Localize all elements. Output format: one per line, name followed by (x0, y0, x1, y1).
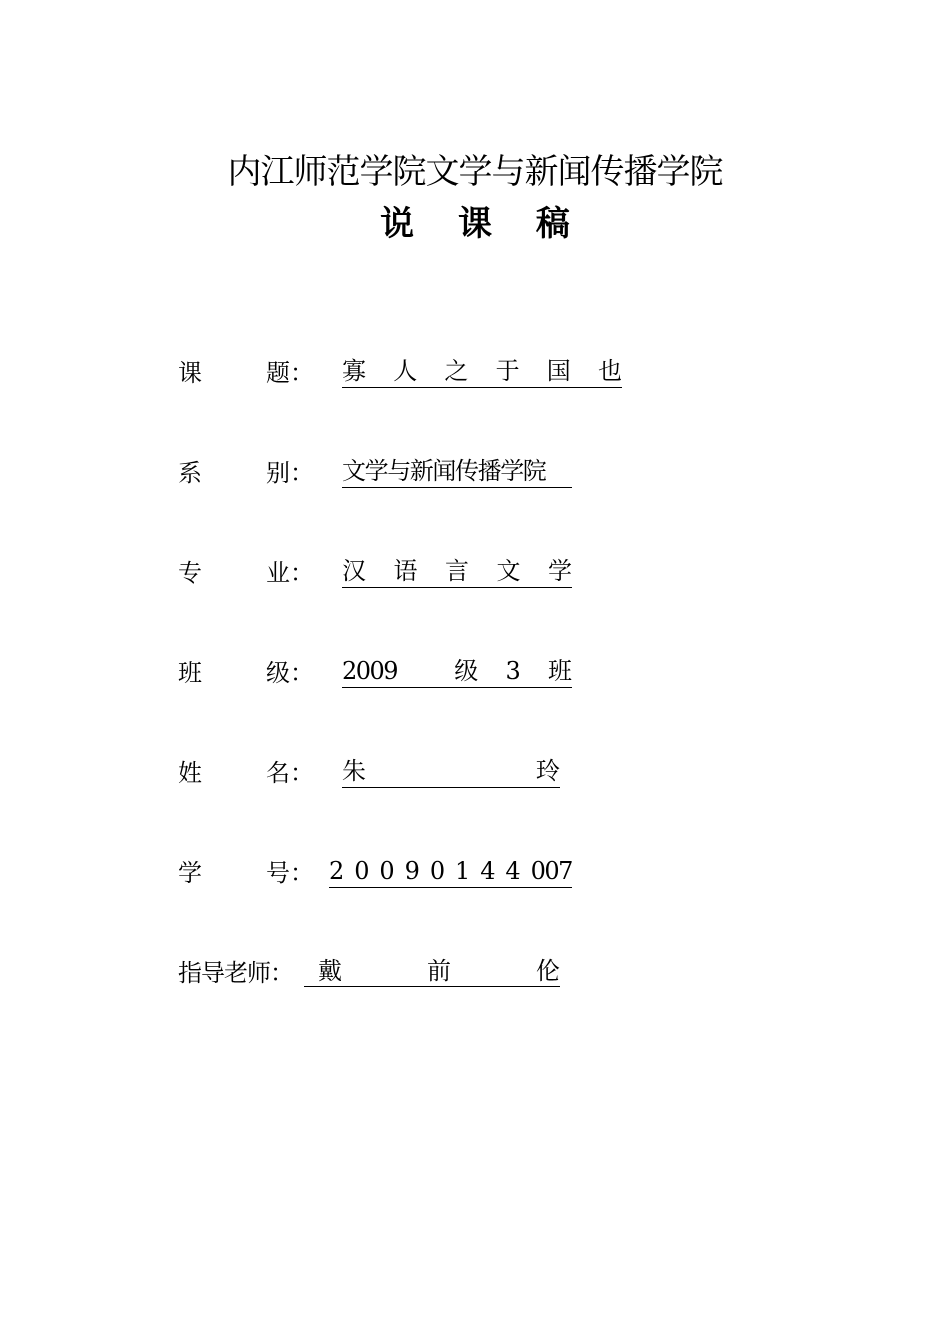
major-char: 文 (496, 557, 521, 585)
name-char: 玲 (536, 757, 560, 785)
major-row (178, 556, 598, 590)
student-id-digit: 4 (505, 857, 521, 885)
major-char: 语 (393, 557, 418, 585)
topic-char: 寡 (342, 357, 366, 385)
advisor-char: 伦 (536, 957, 560, 985)
student-id-digit: 0 (379, 857, 395, 885)
major-value (342, 556, 572, 588)
topic-char: 人 (393, 357, 418, 385)
advisor-char: 前 (427, 957, 451, 985)
class-char: 级 (454, 657, 479, 685)
student-id-digit: 0 (429, 857, 446, 885)
student-id-value (329, 856, 572, 888)
advisor-value (304, 956, 560, 987)
advisor-row (178, 956, 598, 990)
institution-title: 内江师范学院文学与新闻传播学院 (227, 152, 723, 192)
student-id-digit: 0 (354, 857, 370, 885)
name-row (178, 756, 598, 790)
name-char: 朱 (342, 757, 366, 785)
topic-value (342, 356, 622, 388)
major-label-a: 专 (178, 559, 202, 587)
class-value (342, 656, 572, 688)
topic-char: 国 (546, 357, 571, 385)
topic-label-a: 课 (178, 359, 202, 387)
department-label-b: 别： (266, 459, 314, 487)
class-char: 班 (547, 657, 572, 685)
major-char: 言 (445, 557, 469, 585)
department-label-a: 系 (178, 459, 202, 487)
department-value (342, 456, 572, 488)
student-id-row (178, 856, 598, 890)
student-id-digit: 4 (480, 857, 496, 885)
name-label-a: 姓 (178, 759, 202, 787)
student-id-digit: 9 (404, 857, 420, 885)
student-id-digit: 2 (329, 857, 345, 885)
name-value (342, 756, 560, 788)
major-char: 汉 (342, 557, 366, 585)
advisor-label: 指导老师： (178, 959, 293, 987)
class-label-a: 班 (178, 659, 202, 687)
department-row (178, 456, 598, 490)
topic-char: 之 (444, 357, 469, 385)
major-label-b: 业： (266, 559, 314, 587)
department-text: 文学与新闻传播学院 (342, 457, 546, 485)
student-id-digit: 1 (455, 857, 471, 885)
topic-row (178, 356, 638, 390)
class-year: 2009 (342, 657, 398, 685)
topic-char: 也 (597, 357, 622, 385)
topic-label-b: 题： (266, 359, 314, 387)
class-label-b: 级： (266, 659, 314, 687)
student-id-label-a: 学 (178, 859, 202, 887)
advisor-char: 戴 (318, 957, 342, 985)
student-id-label-b: 号： (266, 859, 314, 887)
student-id-digit: 007 (530, 857, 572, 885)
name-label-b: 名： (266, 759, 314, 787)
document-type-title: 说 课 稿 (380, 204, 586, 244)
major-char: 学 (548, 557, 572, 585)
class-number: 3 (505, 657, 521, 685)
topic-char: 于 (495, 357, 520, 385)
class-row (178, 656, 598, 690)
